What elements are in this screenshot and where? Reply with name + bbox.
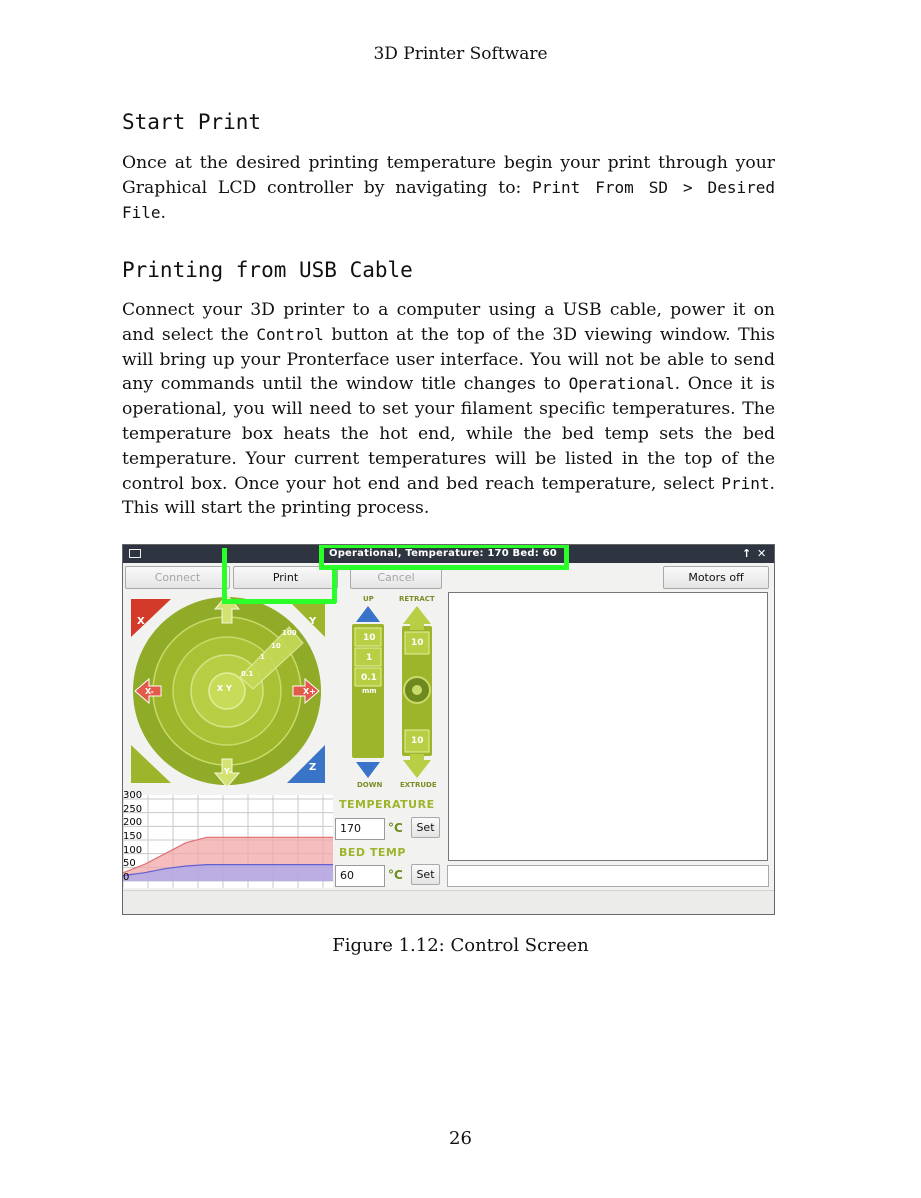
- status-bar: [123, 890, 774, 915]
- y-minus-label: Y-: [224, 767, 232, 776]
- cancel-button[interactable]: Cancel: [350, 566, 442, 589]
- paragraph-text: Once at the desired printing temperature begin your print through your Graphical LCD controller by navigating to:: [122, 153, 775, 198]
- control-screen-figure: [122, 544, 775, 915]
- step-0-1-label: 0.1: [241, 670, 254, 678]
- temperature-graph-plot: [123, 795, 333, 888]
- maximize-icon[interactable]: ↑: [742, 547, 752, 560]
- graph-y-tick-label: 100: [123, 844, 143, 856]
- graph-y-tick-label: 250: [123, 803, 143, 815]
- z-down-label: DOWN: [357, 781, 383, 789]
- bed-temp-field[interactable]: 60: [335, 865, 385, 887]
- close-icon[interactable]: ✕: [757, 547, 767, 560]
- y-plus-label: Y+: [223, 597, 236, 606]
- inline-code-print: Print: [721, 473, 770, 493]
- step-10-label: 10: [271, 642, 281, 650]
- command-input[interactable]: [447, 865, 769, 887]
- figure-caption: Figure 1.12: Control Screen: [332, 935, 589, 956]
- highlight-title-box: [319, 544, 569, 570]
- paragraph-text: .: [160, 202, 166, 223]
- extrude-arrow-icon[interactable]: [403, 754, 431, 778]
- connect-button[interactable]: Connect: [125, 566, 230, 589]
- graph-y-tick-label: 200: [123, 817, 143, 829]
- paragraph-text: . This will start the printing process.: [122, 473, 775, 519]
- bed-temp-unit: °C: [388, 868, 403, 882]
- motors-off-button[interactable]: Motors off: [663, 566, 769, 589]
- section-title-start-print: Start Print: [122, 110, 262, 134]
- z-step-10-label: 10: [363, 633, 376, 643]
- paragraph-text: Connect your 3D printer to a computer using a USB cable, power it on and select the: [122, 300, 775, 345]
- section-title-usb: Printing from USB Cable: [122, 258, 413, 282]
- set-hotend-temp-button[interactable]: Set: [411, 817, 440, 838]
- set-bed-temp-button[interactable]: Set: [411, 864, 440, 885]
- home-z-label: Z: [309, 762, 317, 773]
- running-header: 3D Printer Software: [373, 44, 548, 64]
- paragraph-text: button at the top of the 3D viewing window. This will bring up your Pronterface user interface. You will not be able to send any commands until the window title changes to: [122, 324, 775, 395]
- x-minus-label: X-: [145, 687, 154, 696]
- temperature-graph: [123, 790, 333, 888]
- z-step-1-label: 1: [366, 653, 373, 663]
- temperature-label: TEMPERATURE: [339, 798, 435, 811]
- print-button[interactable]: Print: [233, 566, 338, 589]
- graph-y-tick-label: 0: [123, 872, 130, 883]
- paragraph-start-print: [122, 151, 775, 225]
- retract-label: RETRACT: [399, 595, 435, 603]
- x-plus-label: X+: [303, 687, 316, 696]
- paragraph-text: . Once it is operational, you will need to set your filament specific temperatures. The temperature box heats the hot end, while the bed temp sets the bed temperature. Your current temperatures will be listed in the top of the control box. Once your hot end and bed reach temperature, select: [122, 374, 775, 494]
- page-number: 26: [449, 1128, 472, 1149]
- gear-hub: [412, 685, 422, 695]
- graph-y-tick-label: 50: [123, 858, 136, 870]
- step-1-label: 1: [260, 653, 265, 661]
- z-up-label: UP: [363, 595, 374, 603]
- graph-y-tick-label: 300: [123, 790, 143, 801]
- extrude-step-label: 10: [411, 736, 424, 746]
- z-step-0-1-label: 0.1: [361, 673, 377, 683]
- paragraph-usb: [122, 298, 775, 521]
- z-down-arrow-icon[interactable]: [356, 762, 380, 778]
- inline-code-control: Control: [256, 324, 324, 344]
- retract-step-label: 10: [411, 638, 424, 648]
- extrude-label: EXTRUDE: [400, 781, 437, 789]
- z-up-arrow-icon[interactable]: [356, 606, 380, 622]
- graph-y-tick-label: 150: [123, 831, 143, 842]
- bed-temp-label: BED TEMP: [339, 846, 406, 859]
- hotend-temp-field[interactable]: 170: [335, 818, 385, 840]
- hotend-temp-unit: °C: [388, 821, 403, 835]
- center-label: X Y: [217, 684, 232, 693]
- step-100-label: 100: [282, 629, 297, 637]
- window-title: Operational, Temperature: 170 Bed: 60: [329, 548, 557, 559]
- inline-code-operational: Operational: [568, 374, 675, 394]
- extruder-control[interactable]: [399, 604, 435, 780]
- window-menu-icon[interactable]: [129, 549, 141, 558]
- home-y-label: Y: [309, 616, 317, 627]
- home-x-label: X: [137, 616, 145, 627]
- menu-path-code: Print From SD > Desired File: [122, 177, 775, 222]
- highlight-connector: [331, 565, 337, 603]
- z-unit-label: mm: [362, 687, 377, 695]
- console-log[interactable]: [448, 592, 768, 861]
